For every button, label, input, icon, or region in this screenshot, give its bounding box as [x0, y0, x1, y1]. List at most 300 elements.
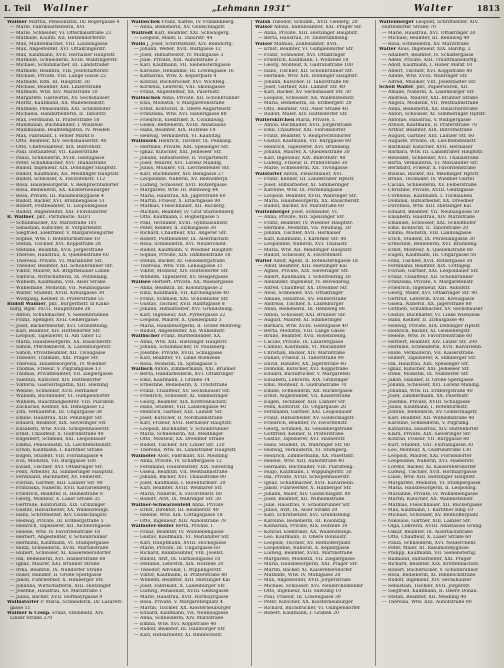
entry-text: — Leopold, Maurer, X. Quellenplatz 3: [134, 318, 222, 324]
entry-text: — Maximiliane, Beamtengattin, IV. Wieden: [10, 128, 110, 134]
entry-text: — Ernestine, Bedienerin, XVI. Brunneng.: [382, 242, 478, 248]
entry-text: — Agnes, Private, XIX. Sieveringer Str.: [258, 269, 349, 275]
entry-text: — Michael, Schuhmacher, III. Landstraßer: [10, 63, 110, 69]
entry-text: — Barbara, Wtw. III. Landstraßer Hauptstr.: [382, 150, 484, 156]
entry-text: — Viktor, Kaufmann, II. Praterstraße 40: [134, 573, 228, 579]
entry-text: — Leopold, Maurer, XXI. Floridsdorfer: [382, 453, 472, 459]
entry-text: — Justine, Bedienerin, XV. Goldschlagstr.: [382, 410, 478, 416]
entry-text: — Simon, Pferdeknecht, X. Laxenburgerstr.: [10, 345, 112, 351]
entry-text: — Eduard, Beamter, VII. Neubaugasse 50: [382, 209, 480, 215]
entry-text: — Otto, Chefredakteur, XIX. Billrothstr.: [10, 144, 102, 150]
entry-text: — Gustav, Tapezierer, XVI. Hasnerstr.: [258, 437, 346, 443]
directory-entry: [131, 307, 248, 312]
entry-surname: Wallfischer: [131, 334, 160, 340]
entry-text: — Helene, Wtw. XIX. Cottagegasse 18: [134, 513, 223, 519]
directory-entry: [379, 524, 497, 529]
directory-entry: [131, 633, 248, 638]
entry-surname: Waltenberger: [379, 20, 414, 25]
entry-text: — Josef, Zimmermann, XX. Pasettistr.: [382, 394, 470, 400]
entry-text: — Dorothea, Wtw. XIII. Hietzinger Kai: [382, 204, 471, 210]
entry-text: — Anna, Bedienerin, XV. Goldschlagstr.: [134, 25, 226, 31]
entry-text: — Maria, Hausbesorgerin, XXI. Prager Str.: [258, 562, 358, 568]
entry-text: — Josef, Gärtner, XIII. Lainzer Str. 40: [258, 85, 346, 91]
entry-text: — Stefan, Tischler, XVI. Koppstraße 28: [10, 242, 101, 248]
entry-text: — Max, Ferdinand, II. Praterstraße 18: [10, 117, 100, 123]
entry-text: — Christian, Bäcker, XIV. Märzstraße: [258, 350, 345, 356]
entry-text: — Elisabeth, Hausfrau, XIV. Märzstraße: [382, 215, 475, 221]
entry-surname: Wallnöfer: [131, 453, 156, 459]
entry-text: — Cäcilia, Schneiderin, XV. Felberstraße: [382, 182, 477, 188]
entry-text: — Isidor, Händler, II. Große Sperlgasse: [10, 573, 102, 579]
entry-text: Anton, Fleischhauer, XVI.: [282, 171, 343, 177]
entry-text: — Martin, Bäcker, XI. Kaiserebersdorfer: [258, 567, 353, 573]
column-2: [128, 20, 252, 666]
entry-text: Martha, Pensionistin, IX/ Rögergasse 4: [26, 20, 120, 25]
entry-text: Berta, Private, I.: [173, 524, 215, 530]
entry-text: — Hedwig, Private, XIX. Döblinger Hptstr.: [382, 323, 481, 329]
entry-surname: Walsh: [255, 20, 271, 25]
entry-surname: Wallner-Schwarzenfeld: [131, 502, 191, 508]
entry-text: — Wolfgang, Kellner, II. Praterstraße 55: [10, 296, 104, 302]
entry-text: — Rudolf, Ingenieur, XIV. Sechshauser: [382, 578, 472, 584]
header-section: I. Teil Wallner: [4, 3, 89, 14]
entry-text: — Anton, Schlosser, XXI. Brünner Str.: [258, 312, 347, 318]
entry-text: — Viktor, Monteur, XIV. Hütteldorfer Str.: [134, 269, 229, 275]
directory-entry: [7, 204, 124, 209]
entry-text: — Berta, Verkäuferin, VI. Mariahilfer Str.: [382, 160, 479, 166]
entry-text: — Emilie, Schneiderin, XII. Ruckergasse: [258, 388, 353, 394]
entry-text: — Michael, Private, VIII. Lange Gasse 22: [10, 74, 106, 80]
entry-text: — Hilde, Verkäuferin, VII. Kaiserstraße: [382, 350, 474, 356]
entry-text: Anton, Zimmermann, XXI. Brünner: [152, 367, 236, 372]
entry-text: — Friedrich, Ingenieur, XIII. Auhofstr.: [382, 285, 471, 291]
entry-text: — Max, Fabrikant, I. Hoher Markt 8: [10, 133, 94, 139]
entry-text: — Alexander, Ingenieur, IV. Belvedereg.: [258, 280, 351, 286]
entry-text: — Franz, Beamter, V. Reinprechtsdorfer: [258, 133, 351, 139]
entry-text: — Bernhard, Friseur, X. Favoritenstraße: [382, 166, 476, 172]
entry-text: — Josef, Maurer, XVI. Lorenz Mandlg.: [134, 160, 223, 166]
entry-text: — Emanuel, Schlosser, XXI. Schloßhofer: [382, 220, 477, 226]
entry-text: — Anna, Schneiderin, XIV. Märzstraße: [134, 616, 224, 622]
entry-text: — Emil, Monteur, X. Gudrunstraße 70: [258, 383, 347, 389]
entry-text: — Karl, Ingenieur, XIX. Pyrkergasse 22: [134, 312, 226, 318]
entry-text: — Bruno, Beamter, XVII. Rosensteing.: [258, 334, 347, 340]
entry-text: — Gustav, Hilfsarbeiter, XX. Wallensteinpl.: [10, 507, 110, 513]
entry-text: — Max, Kaufmann, I. Kärntner Ring 10: [382, 507, 474, 513]
entry-text: — Josef, Bäckermeister, XVI. Grundsteing.: [10, 323, 109, 329]
entry-text: — Kornelia, Lehrerin, VIII. Skodagasse: [134, 85, 225, 91]
entry-text: Leopold, Schriftsetzer, XIV.: [413, 20, 479, 25]
entry-text: — Anton, Schlosser, XI. Simmeringer Hptstr.: [382, 112, 486, 118]
entry-text: — Friedrich, Beamter, IV. Favoritenstr.: [258, 421, 348, 427]
entry-text: — Franz, Hilfsarbeiter, XV. Goldschlagstr.: [258, 415, 355, 421]
entry-text: — Erwin, Kaufmann, I. Kärntner Straße: [10, 448, 103, 454]
entry-text: — Mathilde, Pensionistin, XXI. Schloßhofer: [10, 106, 111, 112]
entry-text: — Julius, Musiker, VII. Lerchenfelder Str.: [134, 166, 231, 172]
entry-text: — Friedrich, Schlosser, XI. Simmeringer: [134, 394, 229, 400]
entry-text: — Stefan, Beamter, XII. Meidling 40: [382, 594, 467, 600]
entry-text: — Andreas, Maurer, XXI. Brünner Straße: [382, 95, 478, 101]
entry-text: Josef, Schneider, VI.: [289, 209, 339, 215]
entry-text: — Walter, Student, XVIII. Kreuzgasse 30: [10, 291, 105, 297]
entry-text: — Katharina, Hausfrau, XIV. Hütteldorfer: [382, 426, 479, 432]
entry-text: — Franz, Angestellter, XX. Pasettistr.: [134, 90, 221, 96]
entry-text: — Theresia, Hausbesorgerin, IV. Wiedner: [10, 361, 107, 367]
entry-text: Alfons, Bahnbeamter, XXI. Prager Str.: [272, 25, 363, 31]
entry-text: — Otto, Ingenieur, XIII. Auhofstraße 78: [134, 518, 226, 524]
entry-text: — Martin, Friseur, X. Erlachgasse 90: [134, 198, 221, 204]
entry-text: — Felix, Tischler, XVII. Rötzergasse 30: [382, 258, 473, 264]
directory-entry: [131, 280, 248, 285]
entry-text: — Leopoldine, Näherin, X. Keplergasse: [258, 545, 350, 551]
entry-text: — Paula, Schneiderin, XVIII. Gentzgasse: [10, 155, 105, 161]
entry-text: — Jakob, Händler, II. Große Sperlgasse: [382, 377, 474, 383]
entry-text: — Karl, Friseur, XVII. Hernalser Hauptstr.: [134, 421, 233, 427]
entry-text: — Theodor, Beamter, XII. Schönbrunner Str.: [10, 263, 113, 269]
entry-text: — Therese, Hausfrau, X. Quellenstraße 60: [10, 253, 109, 259]
directory-entry: [131, 63, 248, 68]
entry-text: — Eugen, Kaufmann, III. Ungargasse 50: [382, 253, 477, 259]
entry-surname: Walser: [255, 25, 273, 31]
entry-text: — Julius, Bäcker, XVII. Hormayrgasse 9: [10, 594, 103, 600]
entry-text: — Marie, Private, III. Ungargasse 60: [134, 545, 220, 551]
entry-text: — Ferdinand, Buchhalter, XV. Felberstr.: [10, 475, 103, 481]
entry-text: — Ignaz, Kutscher, XXI. Jedleseer Str.: [382, 367, 470, 372]
entry-text: — Emil, Kontorist, II. Taborstraße 20: [382, 226, 469, 232]
entry-text: — Rudolf, Schlosser, X. Favoritenstr. 112: [10, 177, 105, 183]
entry-text: — August, Gärtner, XIII. Lainzer Str. 60: [382, 133, 475, 139]
entry-text: — Hermann, Kaufmann, VI. Stumpergasse: [10, 540, 109, 546]
entry-text: — Ernst, Kontorist, II. Obere Augartenstr.: [134, 106, 232, 112]
entry-text: — Hans, Student, IX. Währinger Str. 60: [258, 442, 350, 448]
entry-text: — Heinrich, Gärtner, XIII. Lainzer Str.: [134, 410, 223, 416]
entry-text: — Rosa, Modistin, IX. Spitalgasse 5: [134, 361, 217, 367]
entry-text: — Leopold, Schlosser, XX. Wallensteinstr.: [258, 95, 355, 101]
entry-surname: Walser: [255, 41, 273, 47]
entry-text: — Mathilde, Kaufm. XII. Hetzendorferstr.: [10, 36, 107, 42]
entry-text: — Irene, Modistin, IX. Nußdorfer Str.: [382, 372, 469, 378]
entry-text: Linzer Straße 270: [10, 616, 53, 622]
entry-surname: Walluschek: [131, 95, 161, 101]
entry-text: — Leo, Kaufmann, II. Obere Donaustr.: [258, 535, 348, 541]
entry-text: — Ida, Bedienerin, XVI. Hasnerstraße 60: [10, 556, 106, 562]
entry-text: — Cäcilie, Private, IX. Lazarettgasse: [258, 339, 344, 345]
entry-surname: Wallner: [7, 20, 27, 25]
entry-text: — Ernst, Chauffeur, X. Gudrunstraße 40: [10, 432, 104, 438]
entry-text: — Rosa, Bedienerin, XI. Rinnböckstraße: [382, 573, 476, 579]
entry-text: — Rudolf, Kaufmann, V. Wiedner Hauptstr.: [134, 247, 234, 253]
entry-text: — Emma, Wtw. XVI. Koppstraße 40: [134, 621, 217, 627]
entry-text: — Karl, Hauptmann, XVIII. Hockegasse: [134, 540, 227, 546]
entry-text: — Josef, Hilfsarbeiter, IV. Mühlgasse 3: [134, 52, 224, 58]
entry-text: — Helene, Wtw. IV. Favoritenstraße 18: [10, 529, 101, 535]
entry-text: — Martin, Tischler, XX. Klosterneuburger: [134, 605, 231, 611]
entry-text: — Karoline, Hebamme, III. Löwengasse 16: [134, 68, 234, 74]
entry-text: — Karl, Kaufmann, VII. Siebensterngasse: [134, 63, 231, 69]
entry-text: — Hans, Beamter, XIX. Hofzeile 14: [134, 128, 216, 134]
entry-text: — Alfred, Musiker, VIII. Josefstädter Str.: [382, 79, 477, 85]
entry-text: — Leopoldine, Näherin, XV. Reithofferpl.: [134, 177, 229, 183]
entry-text: — Heinrich, Tapezierer, XVI. Brunneng.: [258, 144, 351, 150]
entry-text: — Thomas, Privatbeamter, VII. Zieglergasse: [10, 372, 113, 378]
entry-text: — Theresia, Private, VI. Mariahilfer Str.: [10, 258, 103, 264]
entry-text: — Gustav, Kaufmann, VI. Mariahilfer Str.: [134, 535, 230, 541]
entry-text: — Simon, Privatbeamter, XII. Tivoligasse: [10, 350, 106, 356]
entry-text: — Bruno, Techniker, IV. Wiedner Gürtel: [382, 177, 474, 183]
entry-text: — Ignaz, Schuhmacher, XVII. Kalvarienb.: [258, 480, 355, 486]
entry-text: — Johann, Kutscher, II. Taborstraße 60: [258, 79, 349, 85]
entry-text: — Margarete, Wtw. III. Rennweg 44: [134, 188, 219, 194]
entry-text: — Michaela, Handarbeiterin, II. Taborstr.: [10, 112, 107, 118]
entry-text: — Jakob, Fuhrwerker, X. Himberger Str.: [258, 486, 352, 492]
column-3: [252, 20, 376, 666]
entry-text: — Erich, Student, IX. Porzellangasse 30: [382, 236, 475, 242]
entry-text: — Emilie, Hausfrau, XIII. Penzinger Str.: [10, 415, 103, 421]
directory-entry: [7, 421, 124, 426]
entry-text: — Robert, Kaufmann, I. Graben 20: [258, 610, 339, 616]
entry-text: — Gottlieb, Schuhmacher, XV. Sechshauser: [382, 307, 483, 313]
entry-text: — Thomas, Friseur, V. Pilgramgasse 13: [10, 367, 101, 372]
directory-entry: [379, 307, 497, 312]
entry-text: — Karl, Ingenieur, XIX. Billrothstr. 40: [258, 155, 346, 161]
entry-text: — Otto, Kaufmann, I. Bognergasse 5: [134, 215, 220, 221]
entry-text: — Rudolf, Angestellter, XXI. Floridsdorfer: [10, 209, 108, 215]
directory-entry: [7, 253, 124, 258]
entry-surname: Schell Walter: [379, 85, 414, 91]
entry-text: — Schuhmacher, XV. Märzstraße 101: [10, 220, 97, 226]
entry-text: — Irma, Beamtin, IX. Nußdorfer Straße: [10, 567, 103, 573]
entry-text: — Florian, Gärtner, XXI. Leopoldauer Str.: [382, 269, 479, 275]
entry-text: — Hermine, Modistin, VII. Neubaug. 30: [258, 226, 351, 232]
entry-text: — Emil, Chauffeur, XXI. Floridsdorfer: [258, 128, 346, 134]
entry-text: — Otto, Chauffeur, X. Laaer Straße 60: [382, 535, 472, 541]
entry-text: — Adolf, Kaufmann, I. Hoher Markt 10: [382, 63, 473, 69]
entry-text: — Ernst, Beamter, VI. Gumpendorfer Str.: [258, 47, 354, 53]
directory-entry: [7, 63, 124, 68]
entry-text: — Gustav, Buchhalter, VI. Linke Wienzeile: [382, 312, 480, 318]
column-1: [4, 20, 128, 666]
directory-entry: [7, 524, 124, 529]
directory-entry: [7, 535, 124, 540]
entry-text: — Lorenz, Bäcker, XI. Kaiserebersdorfer: [382, 464, 477, 470]
entry-text: , pkr., Bürgermstr. in Kalks-: [45, 301, 111, 307]
entry-text: — Luise, Wtw. XIII. Hietzinger Hauptstr.: [382, 475, 477, 481]
entry-text: — Marianne, Private, IV. Wohllebengasse: [382, 491, 478, 497]
entry-text: — Josef, Kutscher, II. Nordbahnstraße: [134, 415, 223, 421]
entry-text: — Wilhelm, Beamter, XIII. Hietzinger Kai: [134, 578, 230, 584]
entry-text: — Rudolf, Kaufmann, XII. Meidlinger Hauptstr.: [10, 171, 120, 177]
entry-text: — Wilhelm, Kaufmann, VIII. Alser Straße: [10, 280, 106, 286]
entry-text: Franz, Kaffee, IV. Frankenberg.: [160, 20, 235, 25]
entry-text: — Zacharias, Kellner, XX. Denisgasse 12: [10, 404, 105, 410]
entry-text: — Georg, Schmied, XI. Geiselbergstraße: [258, 426, 353, 432]
entry-text: — Mathias, Fleischhauer, XII. Ruckergasse: [382, 502, 483, 508]
entry-text: — Marie, Hausfrau, XVII. Hormayrgasse: [134, 594, 229, 600]
entry-surname: Wallo: [131, 41, 146, 47]
entry-text: — Gisela, Beamtin, VII. Westbahnstraße: [134, 470, 228, 476]
entry-text: — Hermine, Wtw. XIX. Döblinger Hauptstr.: [258, 74, 358, 80]
entry-text: — Johann, Weber, XVII. Wattgasse 12: [134, 47, 221, 53]
entry-text: — Elisabeth, Lehrerin, XIX. Grinzinger: [258, 377, 349, 383]
entry-text: — Maria, Hausfrau, XX. Jägerstraße 60: [134, 193, 226, 199]
entry-text: — Karoline, Bedienerin, III. Kolonitzg.: [258, 518, 347, 524]
entry-text: — Robert, Postbeamter, II. Leopoldsgasse: [10, 204, 108, 210]
entry-text: — Arnold, Kaufmann, II. Praterstraße 70: [382, 123, 477, 129]
entry-text: — Peter, Kutscher, XX. Klosterneuburger: [258, 600, 354, 606]
entry-text: — Gustav, Kaufmann, VII. Burggasse 60: [258, 139, 352, 145]
entry-text: — Mathilde, Kfm. III. Hauptstr. 30: [10, 79, 90, 85]
entry-text: — Karl, Hilfsarbeiter, XI. Rinnböckstr.: [134, 632, 223, 638]
entry-text: — Herbert, Angestellter, V. Schönbrunner: [10, 535, 108, 541]
entry-text: — Wilhelm, Tapezierer, XV. Stiegergasse: [134, 274, 229, 280]
entry-text: — Franz, Schneider, XVI. Ottakringer: [258, 52, 346, 58]
entry-text: — Karoline, Schneiderin, V. Pilgramg.: [382, 421, 470, 427]
entry-text: — Ferdinand, Beamter, XIX. Cottageg.: [382, 263, 472, 269]
entry-text: — Johann, Tischler, XVII. Hernalser: [258, 231, 341, 237]
entry-text: — Anna, Beamtin, III. Kolonitzgasse 2: [134, 285, 223, 291]
entry-text: — Franz, Kellner, III. Landstraßer Hptstr.: [258, 177, 355, 183]
entry-text: — Karl, Beamter, VI. Linke Wienzeile: [134, 356, 221, 362]
page-number: 1813: [476, 3, 500, 13]
entry-surname: Rudolf Wallner: [7, 301, 46, 307]
entry-text: — Felix, Arbeiter, XI. Simmeringer Hauptstr.: [10, 470, 114, 476]
entry-text: — Johann, Schlosser, XVI. Lorenz Mandlg.: [382, 383, 481, 389]
entry-text: — Hubert, Schlosser, XI. Kaiserebersdorfer: [10, 551, 111, 557]
entry-text: — Hermine, Private, XIII. Speisinger Str.: [134, 144, 230, 150]
entry-text: — Siegfried, Elektriker, V. Margaretengürtel: [10, 231, 114, 237]
entry-text: — Heinrich, Zimmermann, XX. Pasettistr.: [258, 453, 355, 459]
entry-text: — Ludwig, Schlosser, XVII. Rötzergasse: [134, 182, 227, 188]
entry-text: — Max, Angestellter, XVII. Jörgerstraße: [258, 578, 351, 584]
entry-text: — Franziska, Wtw. XVI. Haberlgasse 88: [134, 112, 227, 118]
entry-text: — Christine, Private, XVIII. Gentzgasse: [382, 188, 474, 194]
entry-text: — Julie, Private, XIII. Auhofstraße 2: [134, 57, 218, 63]
entry-text: — Franz, Beamter, IV. Wiedner Hauptstr.: [258, 220, 354, 226]
directory-entry: [255, 74, 372, 79]
entry-text: — Josefine, Private, XVIII. Schulgasse: [134, 350, 223, 356]
entry-text: — Paula, Schneiderin, XVI. Neulerchenf.: [382, 540, 477, 546]
entry-text: — Rudolf, Tischler, XIV. Linzer Str. 120: [134, 442, 225, 448]
entry-text: — Cornelius, Kaufmann, I. Tuchlauben: [382, 193, 473, 199]
entry-text: — Ida, Hausfrau, XIII. Speisinger Str.: [382, 361, 470, 367]
entry-text: — Friedrich, Elektriker, X. Columbusg.: [134, 117, 225, 123]
entry-text: — Karl, Kaufmann, I. Kärntner Str. 40: [258, 236, 347, 242]
entry-text: — Camillo, Kaufmann, VI. Mariahilfer: [258, 345, 346, 351]
entry-text: — Katharina, Wtw. X. Keplerplatz 4: [134, 74, 217, 80]
entry-text: — Eduard, Buchdrucker, V. Margareten: [258, 372, 350, 378]
entry-text: — Viktoria, Gastwirtsgattin, XIII. Hietzing: [10, 383, 109, 389]
entry-text: — Johann, Maler, XIV. Goldschlagstr. 80: [258, 491, 351, 497]
header-right-name: Walter: [413, 4, 454, 14]
entry-text: — Peter, Maler, III. Rasumofskygasse: [382, 545, 469, 551]
entry-text: — Gottfried, Kellner, II. Praterstraße: [258, 432, 344, 438]
entry-text: Alois, Ingenieur, XIX. Hardtg. 2: [395, 47, 471, 53]
entry-surname: Waltenberger: [255, 209, 290, 215]
entry-text: — Philipp, Kaufmann, VII. Siebensterng.: [382, 551, 477, 557]
entry-text: — Rosa, Schneiderin, XVI. Neulerchenf.: [134, 242, 227, 248]
entry-text: Heinrich, Tischler, IX. Pelikang.: [156, 139, 233, 145]
entry-text: — Arthur, Beamter, XIX. Billrothstraße: [382, 128, 473, 134]
directory-entry: [379, 150, 497, 155]
entry-text: — Wenzel, Schneider, XVII. Hernalser: [10, 388, 99, 394]
entry-text: — Franziska, Näherin, XVII. Kalvarienberg: [10, 486, 111, 492]
entry-text: — Auguste, Private, IX. Liechtensteinstr.: [382, 139, 477, 145]
entry-text: — Andreas, Tischler, X. Laxenburger: [258, 301, 344, 307]
entry-text: — Josefine, Private, XVIII. Schulgasse: [382, 399, 471, 405]
entry-text: — Ferdinand, Hausbesitzer, XIX. Sievering: [134, 464, 234, 470]
entry-text: — Hans, Student, VIII. Laudongasse 40: [134, 404, 226, 410]
entry-text: — Konrad, Buchdrucker, XVI. Wichtelg.: [134, 79, 226, 85]
entry-text: — Johanna, Wirtschafterin, XIII. Hietzinger: [10, 583, 111, 589]
header-right: [414, 3, 500, 14]
entry-text: — Anna, Bedienerin, III. Rennweg 88: [258, 307, 345, 313]
entry-text: — Blasius, Bäcker, XII. Meidlinger Hptstr.: [382, 171, 480, 177]
entry-text: — Max, Mantelmacher, VIII. Laudongasse: [10, 41, 108, 47]
entry-text: — Mathilde, Wtw. XIV. Märzstraße 10: [10, 90, 98, 96]
entry-text: — Eva, Modistin, VII. Burggasse 100: [10, 459, 96, 465]
entry-text: — Franz, Spengler, XVII. Geblergasse: [10, 318, 98, 324]
entry-text: — Zita, Verkäuferin, III. Ungargasse 38: [10, 410, 102, 416]
entry-text: — Gustav, Tischler, XVII. Ranftlgasse 8: [134, 301, 225, 307]
directory-entry: [7, 345, 124, 350]
entry-text: Franz, Steinmetz, XIV.: [50, 610, 104, 616]
entry-text: Theodor, Schuhm., XVII. Geblerg. 20: [270, 20, 358, 25]
entry-text: Herbert, Private, XX. Wasnergasse: [150, 280, 234, 286]
entry-text: — Franz, Beamter, IV. Wohllebengasse: [134, 529, 224, 535]
entry-text: — Albert, Kaufmann, I. Schottenring 30: [258, 274, 351, 280]
entry-text: — Max, Kaufmann, XVII. Hernalser Hauptstr.: [10, 52, 116, 58]
entry-text: Maria, Private, I.: [294, 117, 336, 123]
entry-text: — Karl, Buchbinder, XIV. Beingasse 27: [134, 171, 224, 177]
entry-text: — Paul, Friseur, III. Löwengasse 30: [258, 594, 341, 600]
entry-text: — Georg, Beamter, XIX. Krottenbachstr.: [134, 399, 228, 405]
entry-text: — Michael, Beamter, IV. Graf Starhemberg: [134, 209, 234, 215]
entry-surname: Walter: [379, 47, 396, 53]
entry-text: — Daniel, Friseur, II. Taborstraße 90: [258, 356, 344, 362]
entry-text: — Konrad, Friseur, VII. Burggasse 80: [382, 437, 470, 443]
entry-text: — Berta, Modistin, VIII. Lange Gasse: [258, 329, 345, 335]
entry-text: Anna, Private, XII. Schönbrunner: [160, 95, 240, 101]
entry-text: — Maria, Hausbesorgerin, II. Leopoldsg.: [382, 486, 478, 492]
entry-text: — Ewald, Tischler, XVI. Ottakringer Str.: [10, 464, 104, 470]
entry-surname: Wallnstorfer: [7, 600, 40, 606]
entry-text: — Julie, Hausfrau, V. Schönbrunner Str.: [258, 502, 351, 508]
entry-text: — Theresia, Wtw. III. Landstraßer Hauptstr.: [134, 448, 237, 454]
entry-text: — Berta, Handarbeiterin, XVI. Ottakringer: [134, 372, 234, 378]
entry-text: — Herbert, Beamter, XIV. Linzer Str. 200: [382, 339, 478, 345]
entry-text: — Ludwig, Tischler, XVII. Hormayrgasse: [382, 470, 477, 476]
entry-text: — Anna, Private, XIII. Hietzinger Hauptstr.: [258, 30, 359, 36]
entry-text: — Ludwig, Friseur, II. Praterstraße 30: [258, 160, 348, 166]
entry-text: — Rudolf, Ingenieur, XIX. Döblinger Hauptstr.: [10, 166, 117, 172]
entry-text: — Theodor, Advokat, I. Wipplingerstr.: [134, 567, 222, 573]
entry-text: — Anton, Buchhalter, XVII. Jörgerstraße: [258, 123, 352, 129]
entry-text: — Marie, Schneiderin, XII. Tivoligasse: [258, 166, 348, 172]
directory-entry: [379, 112, 497, 117]
entry-text: — Rudolf, Bäcker, XVI. Brunnengasse 51: [10, 198, 105, 204]
entry-text: , pkr., Parfümerie, XIII/1: [33, 215, 91, 221]
entry-text: — Mathilde, Beamtin, VIII. Josefstädterstr.: [10, 68, 110, 74]
entry-text: — Marie, Fabriksarbeiterin, XVI.: [10, 25, 87, 31]
entry-text: — Engelbert, Schmied, XXI. Leopoldauer: [10, 437, 106, 443]
entry-text: — Amalie, Hausfrau, XV. Felberstraße: [258, 296, 347, 302]
directory-entry: [255, 177, 372, 182]
entry-text: — Maria, Schneiderin, XII. Meidlinger: [134, 432, 224, 438]
entry-text: — Karl, Beamter, XVIII. Weimarer Str.: [134, 486, 223, 492]
entry-text: — Josef, Fabrikant, X. Laxenburger Str.: [134, 583, 226, 589]
entry-text: — Hans, Tischler, XII. Schönbrunner Str.: [258, 68, 354, 74]
entry-text: — Maria, Wtw. XII. Meidlinger Hauptstr.: [258, 247, 353, 253]
